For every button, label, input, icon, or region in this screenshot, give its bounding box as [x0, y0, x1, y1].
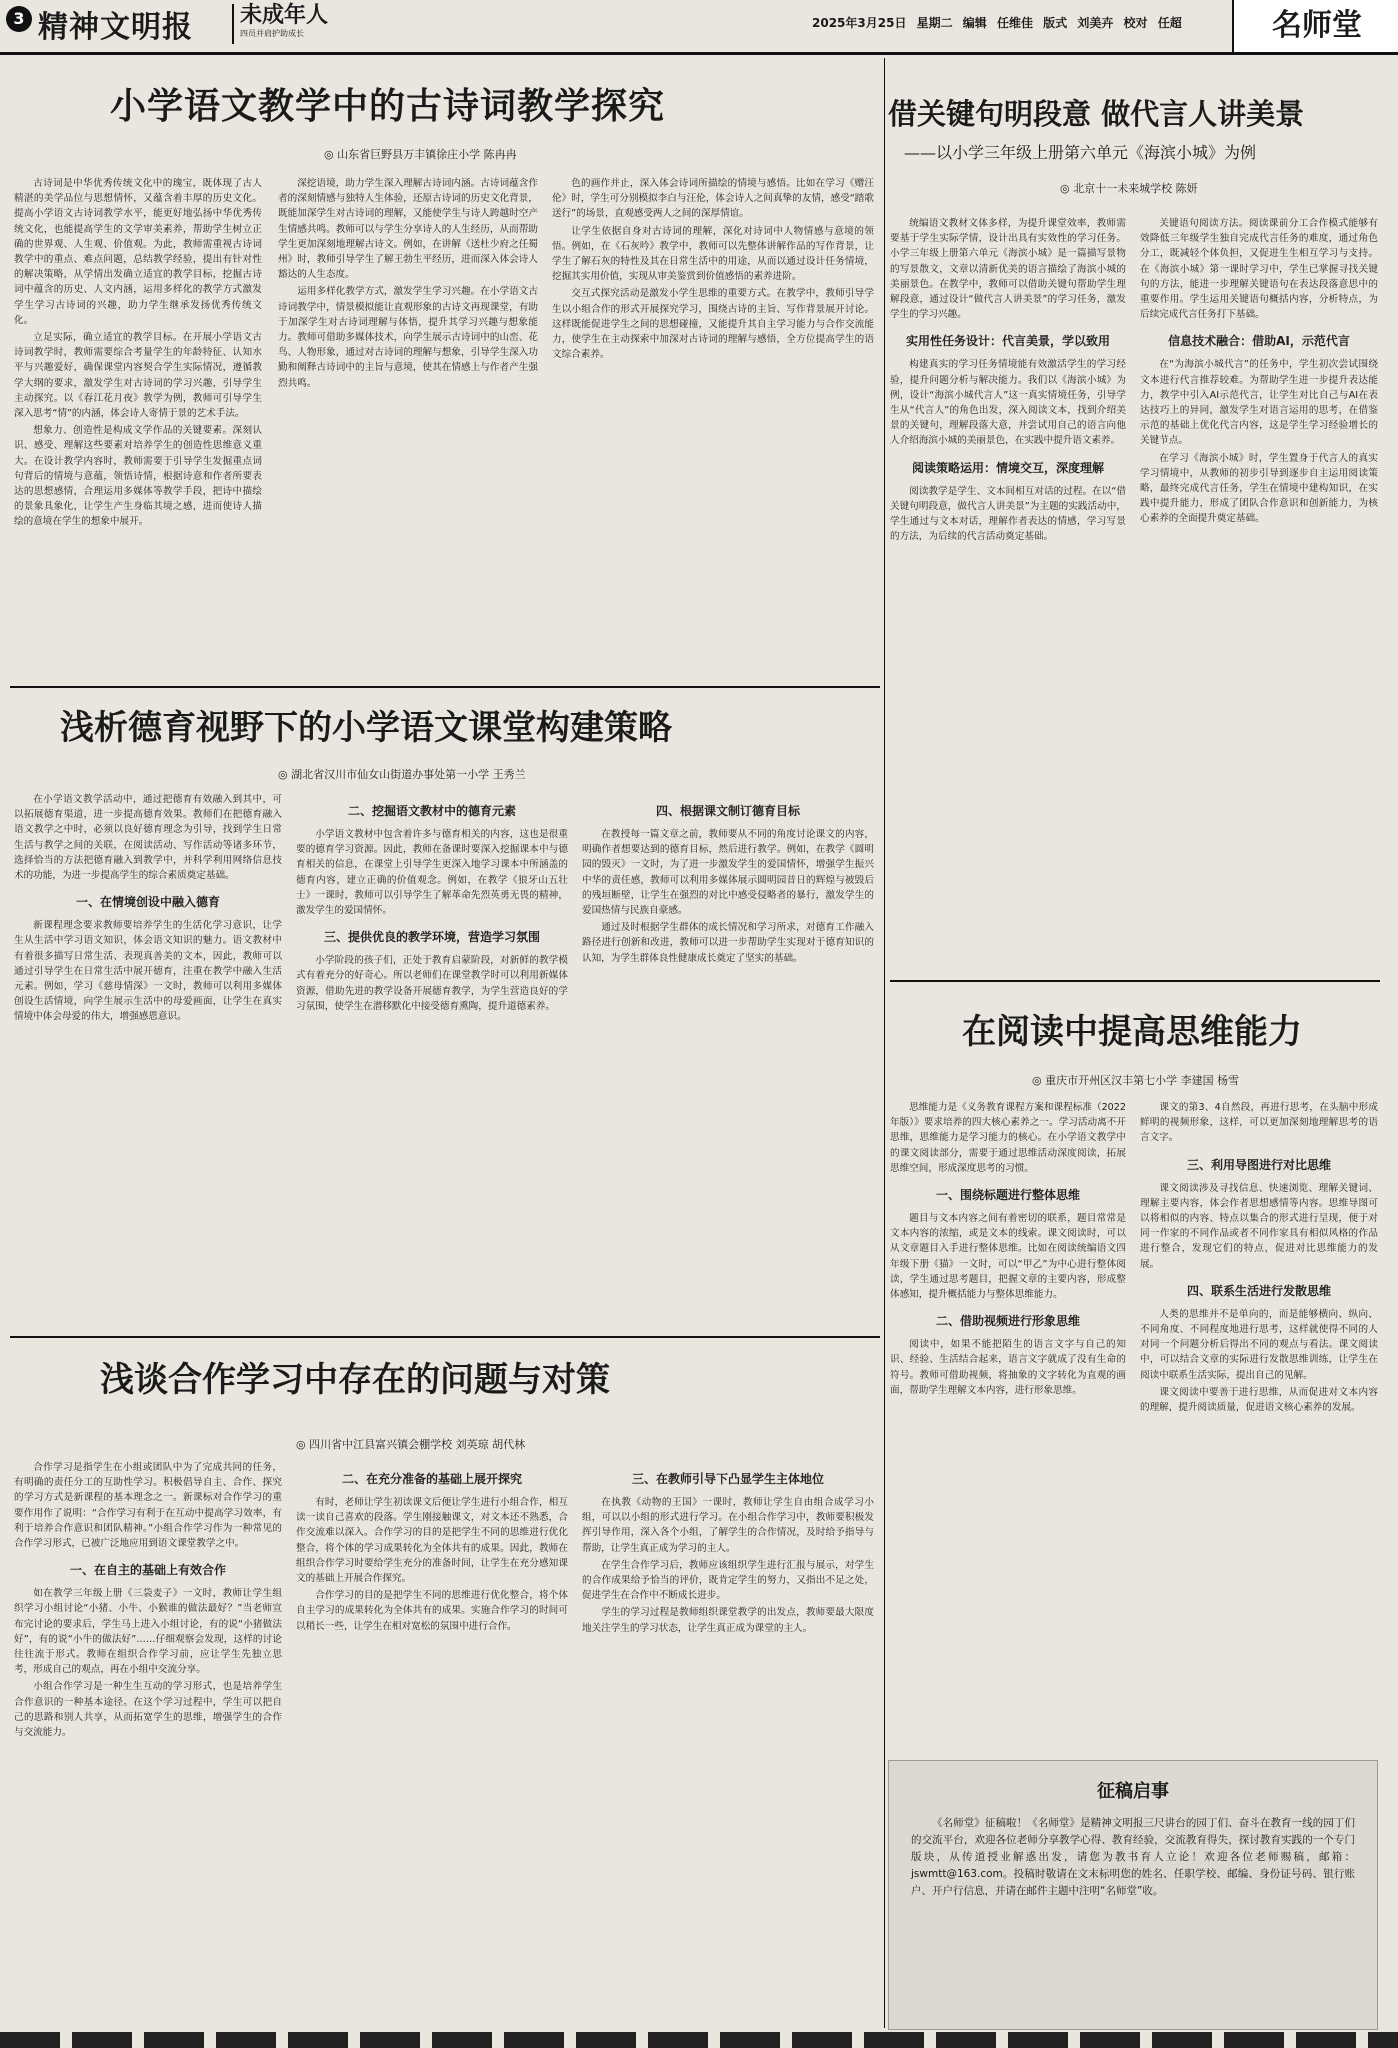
section-heading: 阅读策略运用：情境交互，深度理解: [911, 460, 1104, 475]
footer-strip: [0, 2032, 1398, 2048]
paragraph: 学生的学习过程是教师组织课堂教学的出发点，教师要最大限度地关注学生的学习状态，让学生真正成为课堂的主人。: [582, 1607, 874, 1634]
page-number: 3: [6, 6, 32, 32]
paragraph: 古诗词是中华优秀传统文化中的瑰宝，既体现了古人精湛的美学品位与思想情怀，又蕴含着丰厚的历史文化。提高小学语文古诗词教学水平，能更好地弘扬中华优秀传统文化，也能提高学生的文学审美素养，帮助学生树立正确的世界观、人生观、价值观。为此，教师需重视古诗词教学中的重点、难点问题，总结教学经验，提出有针对性的解决策略，从学情出发确立适宜的教学目标，挖掘古诗词中蕴含的历史、人文内涵，运用多样化的教学方式激发学生学习古诗词的兴趣，助力学生继承发扬优秀传统文化。: [14, 178, 262, 326]
paragraph: 让学生依据自身对古诗词的理解，深化对诗词中人物情感与意境的领悟。例如，在《石灰吟》教学中，教师可以先整体讲解作品的写作背景，让学生了解石灰的特性及其在日常生活中的用途，从而以通过设计任务情境，挖掘其实用价值，实现从审美鉴赏到价值感悟的素养进阶。: [552, 225, 874, 283]
paragraph: 合作学习是指学生在小组或团队中为了完成共同的任务，有明确的责任分工的互助性学习。积极倡导自主、合作、探究的学习方式是新课程的基本理念之一。新课标对合作学习的重要作用作了说明：“合作学习有利于在互动中提高学习效率，有利于培养合作意识和团队精神。”小组合作学习作为一种常见的合作学习形式，已被广泛地应用到语文课堂教学之中。: [14, 1462, 282, 1550]
newspaper-logo: 精神文明报: [38, 10, 193, 45]
call-for-papers-box: [888, 1760, 1378, 2030]
paragraph: 阅读中，如果不能把陌生的语言文字与自己的知识、经验、生活结合起来，语言文字就成了没有生命的符号。教师可借助视频，将抽象的文字转化为直观的画面，帮助学生理解文本内容，进行形象思维。: [890, 1339, 1126, 1396]
section-heading: 三、在教师引导下凸显学生主体地位: [631, 1472, 824, 1486]
article-1-col-3: [552, 176, 874, 696]
article-5-byline: ◎ 重庆市开州区汉丰第七小学 李建国 杨雪: [1032, 1072, 1239, 1088]
article-5-col-1: [890, 1100, 1126, 1750]
paragraph: 通过及时根据学生群体的成长情况和学习所求，对德育工作融入路径进行创新和改进，教师可以进一步帮助学生实现对于德育知识的认知，为学生群体良性健康成长奠定了坚实的基础。: [582, 922, 874, 964]
section-heading: 二、借助视频进行形象思维: [935, 1314, 1080, 1329]
section-heading: 三、利用导图进行对比思维: [1186, 1157, 1331, 1172]
article-4-title: 借关键句明段意 做代言人讲美景: [888, 97, 1305, 131]
section-heading: 四、根据课文制订德育目标: [655, 804, 800, 818]
paragraph: 阅读教学是学生、文本间相互对话的过程。在以“借关键句明段意，做代言人讲美景”为主题的实践活动中，学生通过与文本对话，理解作者表达的情感，学习写景的方法，为后续的代言活动奠定基础。: [890, 485, 1126, 543]
paragraph: 统编语文教材文体多样，为提升课堂效率，教师需要基于学生实际学情，设计出具有实效性的学习任务。小学三年级上册第六单元《海滨小城》是一篇描写景物的写景散文，文章以清新优美的语言描绘了海滨小城的美丽景色。在教学中，教师可以借助关键句帮助学生理解段意，通过设计“做代言人讲美景”的学习任务，激发学生的学习兴趣。: [890, 218, 1126, 321]
paragraph: 想象力、创造性是构成文学作品的关键要素。深刻认识、感受、理解这些要素对培养学生的创造性思维意义重大。在设计教学内容时，教师需要于引导学生发掘重点词句背后的情境与意蕴，领悟诗情，根据诗意和作者所要表达的思想感情，合理运用多媒体等教学手段，把诗中描绘的景象具象化，让学生产生身临其境之感，进而使诗人描绘的意境在学生的想象中展开。: [14, 425, 262, 528]
paragraph: 立足实际，确立适宜的教学目标。在开展小学语文古诗词教学时，教师需要综合考量学生的年龄特征、认知水平与兴趣爱好，确保课堂内容契合学生实际情况，遵循教学大纲的要求，激发学生对古诗词的学习兴趣，引导学生主动探究。以《春江花月夜》教学为例，教师可引导学生深入思考“情”的内涵，体会诗人寄情于景的艺术手法。: [14, 332, 262, 420]
article-4-subtitle: ——以小学三年级上册第六单元《海滨小城》为例: [904, 143, 1257, 162]
notice-title: 征稿启事: [1097, 1781, 1169, 1802]
article-1-byline: ◎ 山东省巨野县万丰镇徐庄小学 陈冉冉: [324, 146, 517, 162]
article-1-title: 小学语文教学中的古诗词教学探究: [110, 85, 666, 127]
paragraph: 关键语句阅读方法。阅读课前分工合作模式能够有效降低三年级学生独自完成代言任务的难度，通过角色分工，既减轻个体负担，又促进生生相互学习与支持。在《海滨小城》第一课时学习中，学生已掌握寻找关键句的方法，能进一步理解关键语句在表达段落意思中的重要作用。学生运用关键语句概括内容，分析特点，为后续完成代言任务打下基础。: [1140, 218, 1378, 321]
paragraph: 深挖语境，助力学生深入理解古诗词内涵。古诗词蕴含作者的深刻情感与独特人生体验，还原古诗词的历史文化背景，既能加深学生对古诗词的理解，又能使学生与诗人跨越时空产生情感共鸣。教师可以与学生分享诗人的人生经历，从而帮助学生更加深刻地理解古诗文。例如，在讲解《送杜少府之任蜀州》时，教师引导学生了解王勃生平经历，进而深入体会诗人豁达的人生态度。: [278, 178, 538, 281]
section-heading: 三、提供优良的教学环境，营造学习氛围: [323, 930, 540, 945]
article-3-title: 浅谈合作学习中存在的问题与对策: [100, 1360, 610, 1400]
section-heading: 二、挖掘语文教材中的德育元素: [347, 804, 516, 818]
paragraph: 在“为海滨小城代言”的任务中，学生初次尝试围绕文本进行代言推荐较难。为帮助学生进一步提升表达能力，教学中引入AI示范代言，让学生对比自己与AI在表达技巧上的异同，激发学生对语言运用的思考，在借鉴示范的基础上优化代言内容，这是学生学习经验增长的关键节点。: [1140, 359, 1378, 447]
article-5-col-2: [1140, 1100, 1378, 1750]
paragraph: 如在教学三年级上册《三袋麦子》一文时，教师让学生组织学习小组讨论“小猪、小牛、小猴谁的做法最好？”当老师宣布完讨论的要求后，学生马上进入小组讨论，有的说“小猪做法好”，有的说“小牛的做法好”……仔细观察会发现，这样的讨论往往流于形式。教师在组织合作学习前，应让学生先独立思考，形成自己的观点，再在小组中交流分享。: [14, 1588, 282, 1676]
section-heading: 一、在情境创设中融入德育: [75, 895, 220, 910]
paragraph: 合作学习的目的是把学生不同的思维进行优化整合，将个体自主学习的成果转化为全体共有的成果。实施合作学习的时间可以稍长一些，让学生在相对宽松的氛围中进行合作。: [296, 1590, 568, 1632]
paragraph: 新课程理念要求教师要培养学生的生活化学习意识，让学生从生活中学习语文知识，体会语文知识的魅力。语文教材中有着很多描写日常生活、表现真善美的文本，因此，教师可以通过引导学生在日常生活中展开德育，注重在教学中融入生活元素。例如，学习《慈母情深》一文时，教师可以利用多媒体创设生活情境，向学生展示生活中的母爱画面，让学生在真实情境中体会母爱的伟大，增强感恩意识。: [14, 920, 282, 1023]
article-3-col-1: [14, 1460, 282, 2022]
paragraph: 在小学语文教学活动中，通过把德育有效融入到其中，可以拓展德育渠道，进一步提高德育效果。教师们在把德育融入语文教学之中时，必须以良好德育理念为引导，找到学生日常生活与教学之间的关联，在阅读活动、写作活动等诸多环节，选择恰当的方法把德育融入到教学中，并科学利用网络信息技术的功能，为进一步提高学生的综合素质奠定基础。: [14, 794, 282, 882]
paragraph: 色的画作并止，深入体会诗词所描绘的情境与感悟。比如在学习《赠汪伦》时，学生可分别模拟李白与汪伦，体会诗人之间真挚的友情，感受“踏歌送行”的场景，直观感受两人之间的深厚情谊。: [552, 178, 874, 220]
column-separator: [884, 58, 885, 2028]
article-5-title: 在阅读中提高思维能力: [962, 1012, 1302, 1052]
article-4-byline: ◎ 北京十一未来城学校 陈妍: [1060, 180, 1198, 196]
section-heading: 实用性任务设计：代言美景，学以致用: [905, 334, 1110, 349]
paragraph: 课文的第3、4自然段，再进行思考，在头脑中形成鲜明的视频形象，这样，可以更加深刻地理解思考的语言文字。: [1140, 1102, 1378, 1144]
article-2-byline: ◎ 湖北省汉川市仙女山街道办事处第一小学 王秀兰: [278, 766, 526, 782]
paragraph: 运用多样化教学方式，激发学生学习兴趣。在小学语文古诗词教学中，情景模拟能让直观形象的古诗文再现课堂，有助于加深学生对古诗词理解与体悟，提升其学习兴趣与想象能力。教师可借助多媒体技术，向学生展示古诗词中的山峦、花鸟、人物形象，通过对古诗词的理解与想象，引导学生深入功勤和阐释古诗词中的主旨与意境，使其在情感上与作者产生强烈共鸣。: [278, 286, 538, 389]
paragraph: 题目与文本内容之间有着密切的联系，题目常常是文本内容的浓缩，或是文本的线索。课文阅读时，可以从文章题目入手进行整体思维。比如在阅读统编语文四年级下册《猫》一文时，可以“甲乙”为中心进行整体阅读，学生通过思考题目，把握文章的主要内容，形成整体感知，提升概括能力与整体思维能力。: [890, 1213, 1126, 1301]
paragraph: 思维能力是《义务教育课程方案和课程标准（2022年版）》要求培养的四大核心素养之一。学习活动离不开思维，思维能力是学习能力的核心。在小学语文教学中的课文阅读部分，需要于通过思维活动深度阅读，拓展思维空间，形成深度思考的习惯。: [890, 1102, 1126, 1174]
paragraph: 在执教《动物的王国》一课时，教师让学生自由组合成学习小组，可以以小组的形式进行学习。在小组合作学习中，教师要积极发挥引导作用，深入各个小组，了解学生的合作情况，及时给予指导与帮助，让学生真正成为学习的主人。: [582, 1497, 874, 1554]
paragraph: 有时，老师让学生初读课文后便让学生进行小组合作，相互读一读自己喜欢的段落。学生刚接触课文，对文本还不熟悉，合作交流难以深入。合作学习的目的是把学生不同的思维进行优化整合，将个体的学习成果转化为全体共有的成果。因此，教师在组织合作学习时要给学生充分的准备时间，让学生在充分感知课文的基础上开展合作探究。: [296, 1497, 568, 1585]
article-2-title: 浅析德育视野下的小学语文课堂构建策略: [60, 708, 672, 748]
paragraph: 在学习《海滨小城》时，学生置身于代言人的真实学习情境中，从教师的初步引导到逐步自主运用阅读策略，最终完成代言任务，学生在情境中建构知识，在实践中提升能力，形成了团队合作意识和创新能力，为核心素养的全面提升奠定基础。: [1140, 452, 1378, 525]
paragraph: 构建真实的学习任务情境能有效激活学生的学习经验，提升问题分析与解决能力。我们以《海滨小城》为例，设计“海滨小城代言人”这一真实情境任务，引导学生从“代言人”的角色出发，深入阅读文本，找到介绍美景的关键句，理解段落大意，并尝试用自己的语言向他人介绍海滨小城的美丽景色，在实践中提升语文素养。: [890, 359, 1126, 447]
article-3-col-3: [582, 1460, 874, 2022]
sub-brand-tag: 四员并肩护助成长: [240, 29, 304, 38]
article-3-byline: ◎ 四川省中江县富兴镇会棚学校 刘英琼 胡代林: [296, 1436, 525, 1452]
divider: [890, 980, 1380, 982]
article-4-col-2: [1140, 216, 1378, 986]
article-3-col-2: [296, 1460, 568, 2022]
divider: [10, 1336, 880, 1338]
paragraph: 课文阅读中要善于进行思维，从而促进对文本内容的理解，提升阅读质量，促进语文核心素养的发展。: [1140, 1386, 1378, 1414]
paragraph: 课文阅读涉及寻找信息、快速浏览、理解关键词、理解主要内容，体会作者思想感情等内容。思维导图可以将相似的内容、特点以集合的形式进行呈现，便于对同一作家的不同作品或者不同作家具有相似风格的作品进行整合，发现它们的特点，促进对比思维能力的发展。: [1140, 1182, 1378, 1270]
section-heading: 二、在充分准备的基础上展开探究: [341, 1472, 522, 1486]
paragraph: 人类的思维并不是单向的，而是能够横向、纵向、不同角度、不同程度地进行思考，这样就使得不同的人对同一个问题分析后得出不同的观点与看法。课文阅读中，可以结合文章的实际进行发散思维训练，让学生在阅读中联系生活实际，提出自己的见解。: [1140, 1308, 1378, 1381]
article-1-col-1: [14, 176, 262, 696]
sub-brand-title: 未成年人: [240, 3, 329, 28]
paragraph: 在教授每一篇文章之前，教师要从不同的角度讨论课文的内容，明确作者想要达到的德育目标，然后进行教学。例如，在教学《圆明园的毁灭》一文时，为了进一步激发学生的爱国情怀，增强学生振兴中华的责任感，教师可以利用多媒体展示圆明园昔日的辉煌与被毁后的残垣断壁，让学生在强烈的对比中感受侵略者的暴行，激发学生的爱国热情与民族自豪感。: [582, 829, 874, 917]
paragraph: 交互式探究活动是激发小学生思维的重要方式。在教学中，教师引导学生以小组合作的形式开展探究学习，围绕古诗的主旨、写作背景展开讨论。这样既能促进学生之间的思想碰撞，又能提升其自主学习能力与合作交流能力，使学生在主动探索中加深对古诗词的理解与感悟，全方位提高学生的语文综合素养。: [552, 288, 874, 361]
divider: [10, 686, 880, 688]
section-heading: 一、在自主的基础上有效合作: [69, 1563, 226, 1578]
section-heading: 一、围绕标题进行整体思维: [935, 1188, 1080, 1203]
paragraph: 小组合作学习是一种生生互动的学习形式，也是培养学生合作意识的一种基本途径。在这个学习过程中，学生可以把自己的思路和别人共享，从而拓宽学生的思维，增强学生的合作与交流能力。: [14, 1681, 282, 1739]
paragraph: 小学阶段的孩子们，正处于教育启蒙阶段，对新鲜的教学模式有着充分的好奇心。所以老师们在课堂教学时可以利用新媒体资源，借助先进的教学设备开展德育教学，为学生营造良好的学习氛围，使学生在潜移默化中接受德育熏陶，提升道德素养。: [296, 955, 568, 1012]
article-4-col-1: [890, 216, 1126, 986]
sub-brand: [232, 4, 350, 44]
section-heading: 信息技术融合：借助AI，示范代言: [1168, 334, 1350, 349]
section-heading: 四、联系生活进行发散思维: [1186, 1283, 1331, 1298]
masthead: [0, 0, 1398, 55]
section-title: 名师堂: [1232, 0, 1398, 52]
article-1-col-2: [278, 176, 538, 696]
notice-text: 《名师堂》征稿啦！《名师堂》是精神文明报三尺讲台的园丁们、奋斗在教育一线的园丁们的交流平台，欢迎各位老师分享教学心得、教育经验，交流教育得失，探讨教育实践的一个专门版块，从传道授业解惑出发，请您为教书育人立论！欢迎各位老师赐稿，邮箱：jswmtt@163.com。投稿时敬请在文末标明您的姓名、任职学校、邮编、身份证号码、银行账户、开户行信息，并请在邮件主题中注明“名师堂”收。: [911, 1817, 1355, 1897]
paragraph: 小学语文教材中包含着许多与德育相关的内容，这也是很重要的德育学习资源。因此，教师在备课时要深入挖掘课本中与德育相关的信息，在课堂上引导学生更深入地学习课本中所涵盖的德育内容，建立正确的价值观念。例如，在教学《狼牙山五壮士》一课时，教师可以引导学生了解革命先烈英勇无畏的精神，激发学生的爱国情怀。: [296, 829, 568, 917]
paragraph: 在学生合作学习后，教师应该组织学生进行汇报与展示，对学生的合作成果给予恰当的评价，既肯定学生的努力，又指出不足之处，促进学生在合作中不断成长进步。: [582, 1559, 874, 1602]
issue-meta: 2025年3月25日 星期二 编辑 任维佳 版式 刘美卉 校对 任超: [812, 16, 1182, 30]
